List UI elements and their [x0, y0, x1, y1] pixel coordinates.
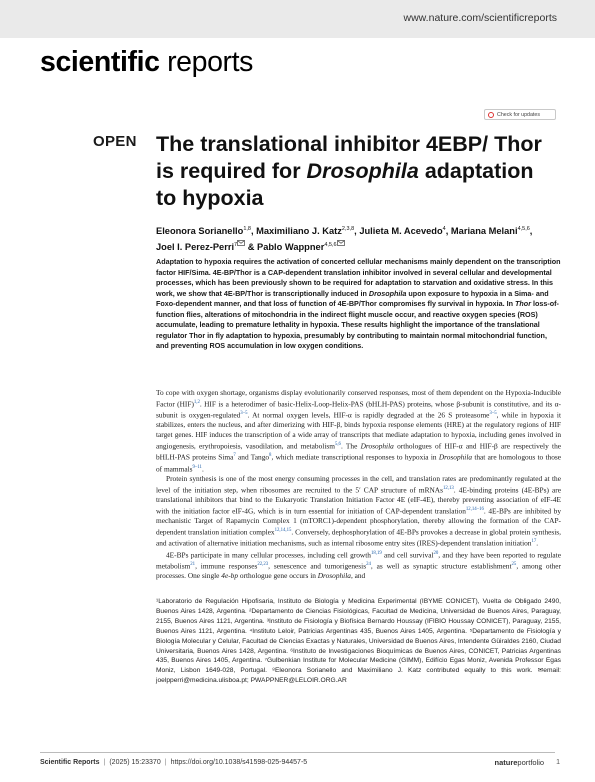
footer-doi[interactable]: https://doi.org/10.1038/s41598-025-94457-5: [170, 759, 308, 766]
journal-logo-light: reports: [167, 46, 253, 78]
check-updates-button[interactable]: [484, 109, 556, 120]
author-affil: 4,5,6: [324, 241, 337, 248]
citation-ref[interactable]: 3–5: [240, 411, 248, 417]
publisher-logo-light: portfolio: [517, 758, 545, 767]
publisher-logo: [494, 758, 544, 767]
author-affil: 4: [442, 226, 446, 232]
page-footer: [40, 758, 560, 767]
site-url[interactable]: www.nature.com/scientificreports: [403, 12, 557, 24]
abstract: [156, 257, 561, 352]
author-name[interactable]: Pablo Wappner: [257, 241, 325, 252]
author-line-1: Eleonora Sorianello$^{1,8}$, Maximiliano J. Katz$^{2,3,8}$, Julieta M. Acevedo$^4$, Mariana Melani$^{4,5,6}$,: [156, 226, 533, 237]
check-updates-label: Check for updates: [497, 111, 540, 118]
author-name[interactable]: Eleonora Sorianello: [156, 226, 244, 237]
journal-logo-bold: scientific: [40, 46, 160, 78]
author-name[interactable]: Julieta M. Acevedo: [359, 226, 443, 237]
footer-separator: |: [164, 759, 167, 766]
title-italic: Drosophila: [306, 159, 419, 183]
publisher-logo-bold: nature: [494, 758, 518, 767]
citation-ref[interactable]: 12,14,15: [274, 528, 292, 534]
envelope-icon[interactable]: [237, 240, 245, 246]
citation-ref[interactable]: 7: [233, 453, 236, 459]
abstract-text: Adaptation to hypoxia requires the activation of concerted cellular mechanisms mainly dependent on the transcription factor HIF/Sima. 4E-BP/Thor is a CAP-dependent translation inhibitor involved in several cellular and developmental processes, which has been previously shown to be required for adaptation to starvation and oxidative stress. In this work, we show that 4E-BP/Thor is transcriptionally induced in: [156, 257, 561, 298]
citation-ref[interactable]: 21: [190, 561, 196, 567]
open-access-label: OPEN: [93, 133, 137, 150]
author-affil: 4,5,6: [517, 226, 530, 232]
citation-ref[interactable]: 12,13: [442, 485, 454, 491]
abstract-italic: Thor: [515, 299, 531, 308]
citation-ref[interactable]: 18,19: [370, 550, 382, 556]
abstract-text: loss-of-function flies, alterations of mitochondria in the indirect flight muscle occur, and reactive oxygen species (ROS) accumulate, leading to premature lethality in hypoxia. These results highlight the importance of the translational regulator Thor in fly adaptation to hypoxia, presumably by contributing to maintain normal mitochondrial function, and preventing ROS accumulation in low oxygen conditions.: [156, 299, 559, 350]
author-affil: 2,3,8: [341, 226, 355, 232]
footer-journal: Scientific Reports: [40, 759, 100, 766]
footer-divider: [40, 752, 555, 753]
title-part2: adaptation to hypoxia: [156, 159, 534, 210]
article-title: [156, 131, 556, 212]
footer-citation: (2025) 15:23370: [109, 759, 161, 766]
citation-ref[interactable]: 24: [366, 561, 371, 567]
body-paragraph-1: To cope with oxygen shortage, organisms display evolutionarily conserved responses, most of them dependent on the Hypoxia-Inducible Factor (HIF)$^{1,2}$. HIF is a heterodimer of basic-Helix-Loop-Helix-PAS (bHLH-PAS) proteins, whose β-subunit is constitutive, and its α-subunit is oxygen-regulated$^{3-5}$. At normal oxygen levels, HIF-α is rapidly degraded at the 26 S proteasome$^{3-5}$, while in hypoxia it stabilizes, enters the nucleus, and after dimerizing with HIF-β, binds hypoxia response elements (HRE) at the regulatory regions of HIF target genes. HIF induces the transcription of a wide array of transcripts that mediate adaptation to hypoxia, including genes involved in angiogenesis, erythropoiesis, vasodilation, and metabolism$^{5,6}$. The Drosophila orthologues of HIF-α and HIF-β are respectively the bHLH-PAS proteins Sima$^7$ and Tango$^8$, which mediate transcriptional responses to hypoxia in Drosophila that are homologous to those of mammals$^{9-11}$.: [156, 388, 561, 474]
envelope-icon[interactable]: [337, 240, 345, 246]
author-list: [156, 223, 561, 254]
abstract-text: upon exposure to hypoxia in a Sima- and Foxo-dependent manner, and that loss of function of 4E-BP/Thor compromises fly survival in hypoxia. In: [156, 288, 549, 308]
author-affil: 1,8: [243, 226, 251, 232]
author-name[interactable]: Joel I. Perez-Perri: [156, 241, 235, 252]
body-paragraph-2: Protein synthesis is one of the most energy consuming processes in the cell, and translation rates are predominantly regulated at the level of the initiation step, when ribosomes are recruited to the 5′ CAP structure of mRNAs$^{12,13}$. 4E-binding proteins (4E-BPs) are translational inhibitors that bind to the Eukaryotic Translation Initiation Factor 4E (eIF-4E), thereby preventing association of eIF-4E with the initiation factor eIF-4G, which is in turn essential for initiation of CAP-dependent translation$^{12,14-16}$. 4E-BPs are inhibited by mechanistic Target of Rapamycin Complex 1 (mTORC1)-dependent phosphorylation, thereby allowing the formation of the CAP-dependent translation initiation complex$^{12,14,15}$. Conversely, dephosphorylation of 4E-BPs provokes a decrease in global protein synthesis, and activation of alternative initiation mechanisms, such as internal ribosome entry sites (IRES)-dependent translation initiation$^{17}$.: [156, 473, 562, 548]
author-line-2: [156, 239, 561, 255]
citation-ref[interactable]: 17: [531, 539, 537, 545]
citation-ref[interactable]: 22,23: [257, 561, 269, 567]
citation-ref[interactable]: 12,14–16: [465, 506, 484, 512]
author-affil: 7: [234, 241, 238, 248]
citation-ref[interactable]: 5,6: [334, 442, 341, 448]
citation-ref[interactable]: 3–5: [489, 411, 497, 417]
affiliations: ¹Laboratorio de Regulación Hipofisaria, Instituto de Biología y Medicina Experimental (IBYME CONICET), Vuelta de Obligado 2490, Buenos Aires 1428, Argentina. ²Departamento de Ciencias Fisiológicas, Facultad de Medicina, Universidad de Buenos Aires, Paraguay, 2155, Buenos Aires 1121, Argentina. ³Instituto de Fisiología y Biofísica Bernardo Houssay (IFIBIO Houssay CONICET), Paraguay, 2155, Buenos Aires 1121, Argentina. ⁴Instituto Leloir, Patricias Argentinas 435, Buenos Aires 1405, Argentina. ⁵Departamento de Fisiología y Biología Molecular y Celular, Facultad de Ciencias Exactas y Naturales, Universidad de Buenos Aires, Intendente Güiraldes 2160, Ciudad Universitaria, Buenos Aires 1428, Argentina. ⁶Instituto de Investigaciones Bioquímicas de Buenos Aires, CONICET, Patricias Argentinas 435, Buenos Aires 1405, Argentina. ⁷Gulbenkian Institute for Molecular Medicine (GIMM), Edifício Egas Moniz, Avenida Professor Egas Moniz, Lisbon 1649-028, Portugal. ⁸Eleonora Sorianello and Maximiliano J. Katz contributed equally to this work. ✉email: joelpperri@medicina.ulisboa.pt; PWAPPNER@LELOIR.ORG.AR: [156, 598, 561, 685]
author-name[interactable]: Mariana Melani: [450, 226, 518, 237]
citation-ref[interactable]: 8: [269, 453, 272, 459]
ampersand: &: [247, 241, 255, 252]
abstract-italic: Drosophila: [368, 288, 407, 298]
body-text: [156, 388, 561, 581]
citation-ref[interactable]: 9–11: [192, 464, 202, 470]
author-name[interactable]: Maximiliano J. Katz: [256, 226, 342, 237]
body-paragraph-3: 4E-BPs participate in many cellular processes, including cell growth$^{18,19}$ and cell survival$^{20}$, and they have been reported to regulate metabolism$^{21}$, immune responses$^{22,23}$, senescence and tumorigenesis$^{24}$, as well as synaptic structure establishment$^{25}$, among other processes. One single 4e-bp orthologue gene occurs in Drosophila, and: [156, 550, 562, 581]
check-updates-icon: [488, 112, 494, 118]
citation-ref[interactable]: 1,2: [193, 399, 200, 405]
citation-ref[interactable]: 20: [433, 550, 439, 556]
footer-separator: |: [103, 759, 106, 766]
citation-ref[interactable]: 25: [511, 561, 517, 567]
page-number: 1: [556, 759, 560, 766]
journal-logo: [40, 46, 253, 79]
title-part1: The translational inhibitor 4EBP/ Thor is required for: [156, 132, 542, 183]
